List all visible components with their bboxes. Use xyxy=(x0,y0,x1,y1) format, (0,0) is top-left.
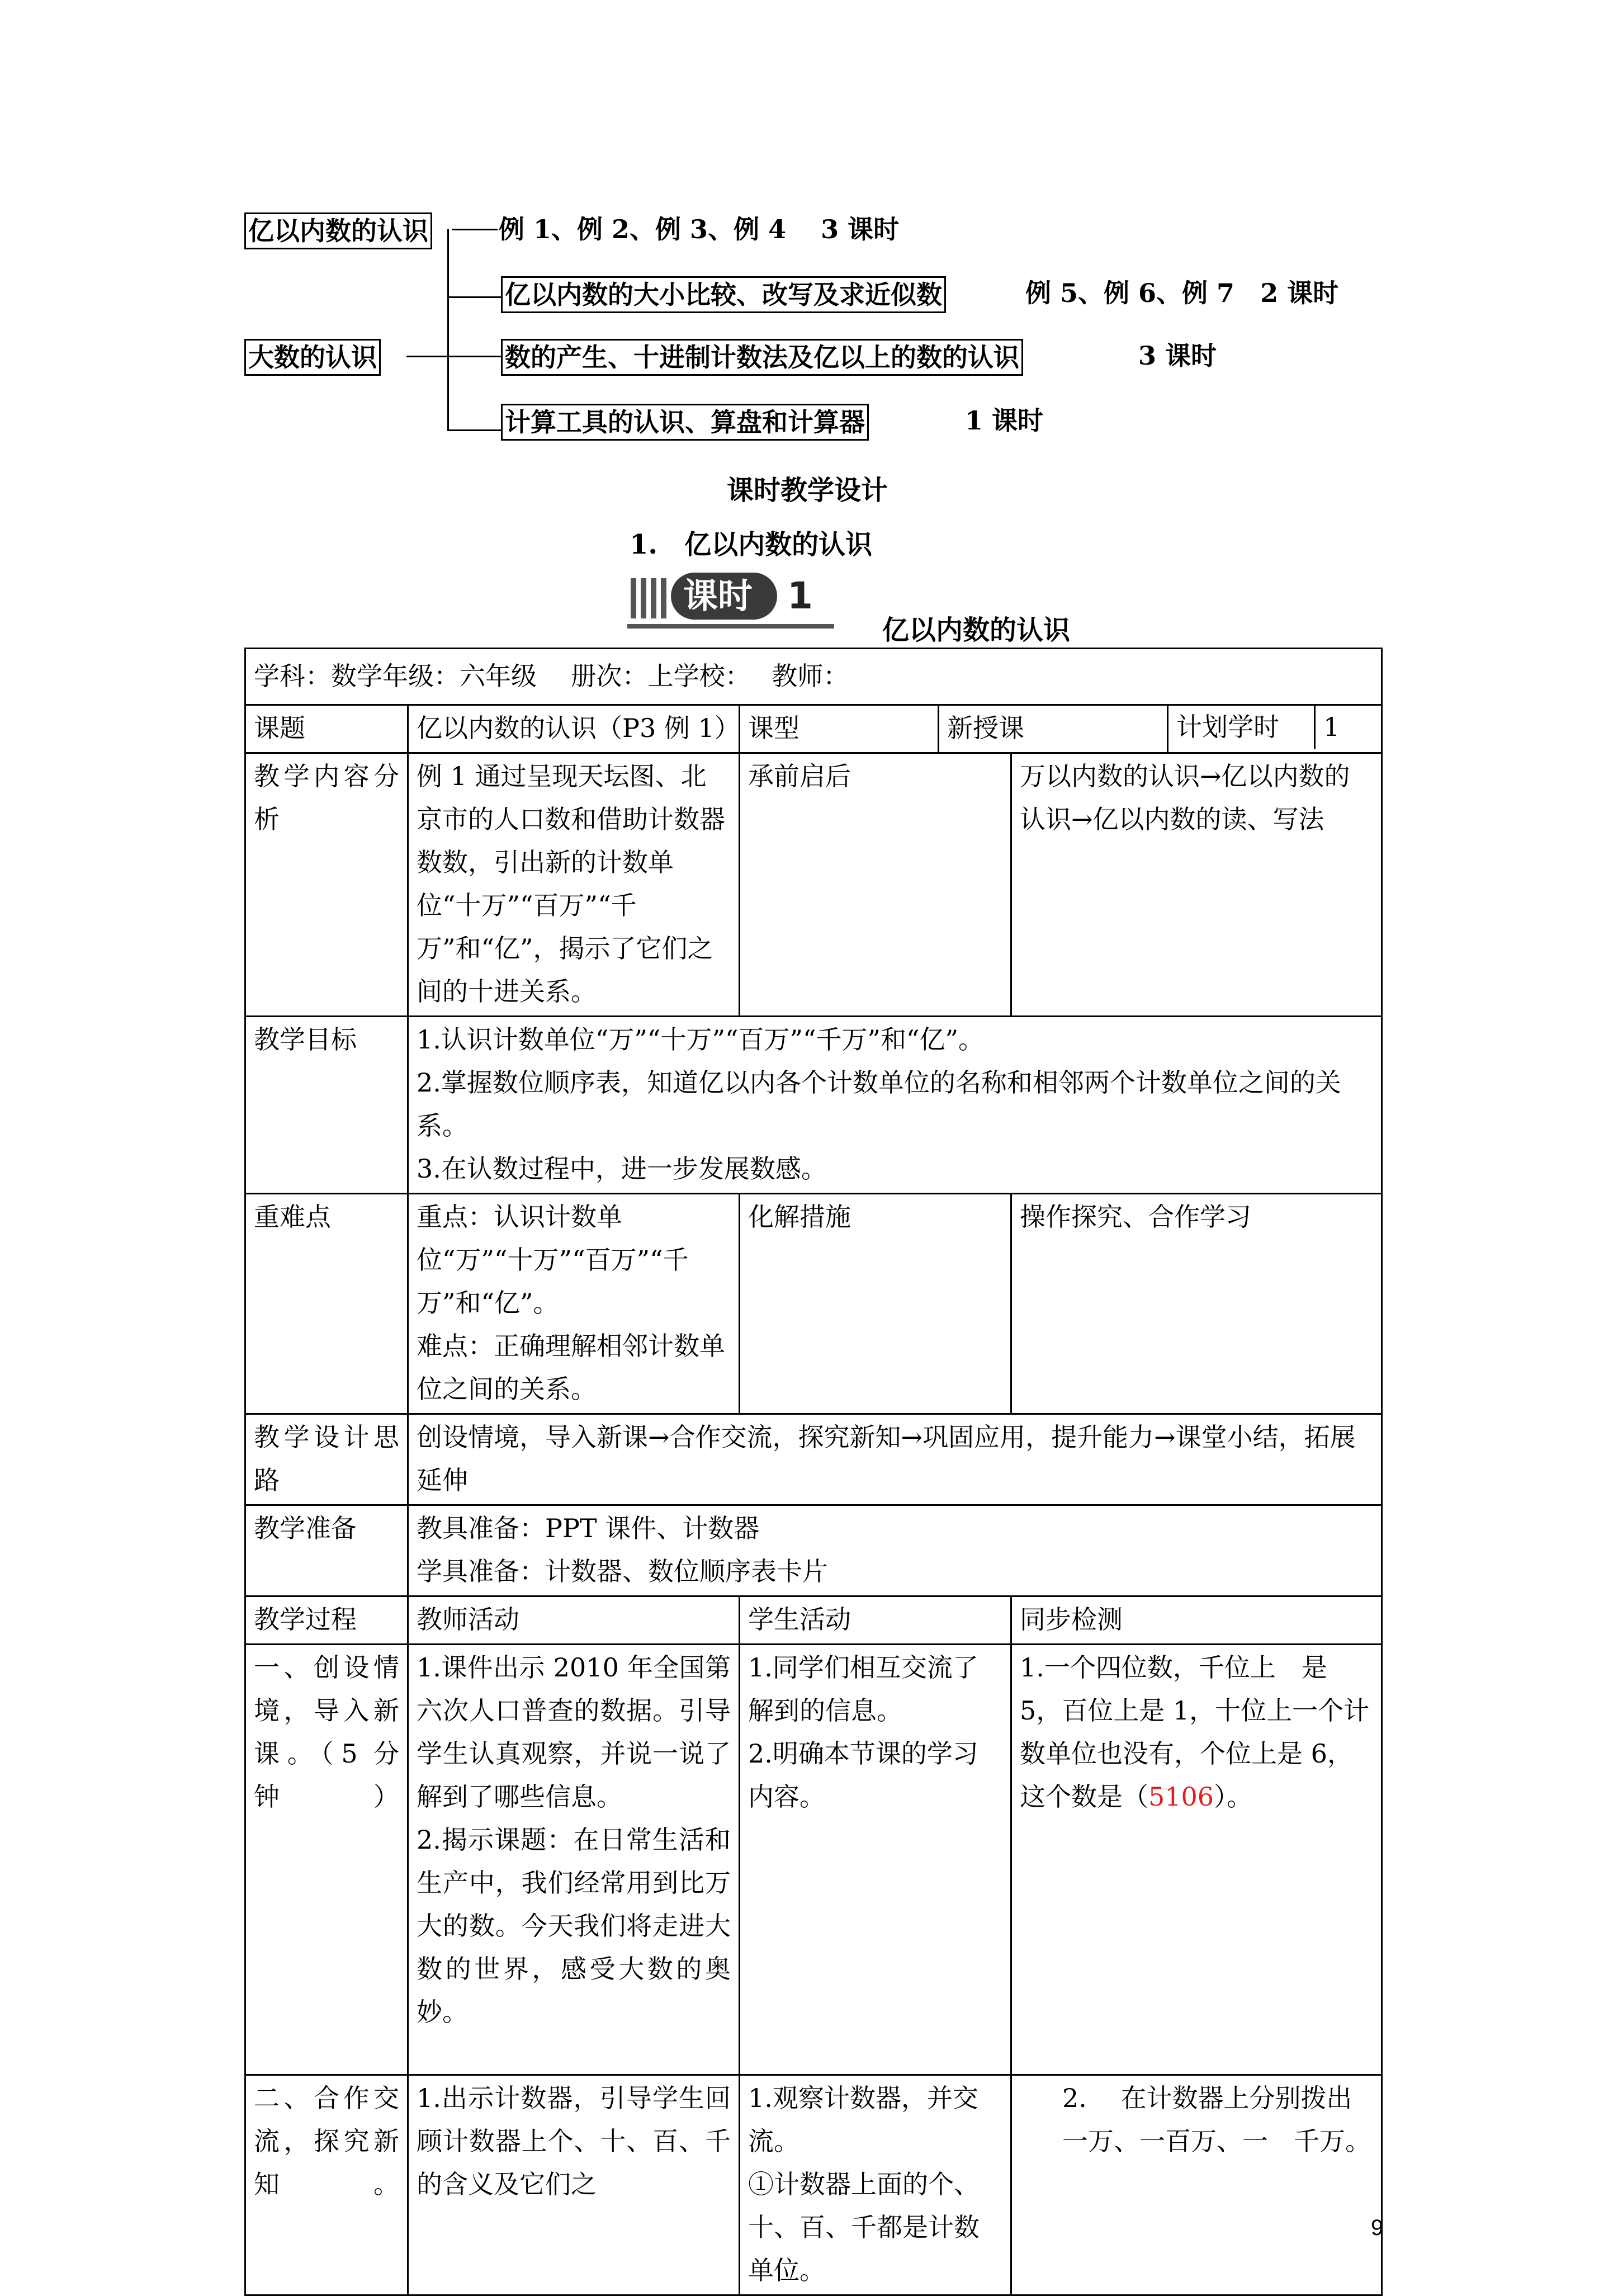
cell-student-head: 学生活动 xyxy=(740,1596,1011,1645)
lesson-badge xyxy=(627,566,834,629)
cell-design-text: 创设情境，导入新课→合作交流，探究新知→巩固应用，提升能力→课堂小结，拓展延伸 xyxy=(408,1414,1382,1505)
outline-connector xyxy=(447,229,449,431)
outline-connector xyxy=(452,229,498,230)
cell-content-text: 例 1 通过呈现天坛图、北京市的人口数和借助计数器数数，引出新的计数单位“十万”“百万”“千万”和“亿”，揭示了它们之间的十进关系。 xyxy=(408,753,740,1017)
prep-student: 学具准备：计数器、数位顺序表卡片 xyxy=(417,1556,828,1586)
page-number: 9 xyxy=(1371,2215,1384,2240)
cell-goals xyxy=(408,1017,1382,1194)
cell-goal-label: 教学目标 xyxy=(245,1017,408,1194)
cell-key-right: 操作探究、合作学习 xyxy=(1011,1194,1382,1414)
outline-lessons-4: 1 课时 xyxy=(965,405,1044,436)
cell-hours-value: 1 xyxy=(1323,712,1340,742)
outline-box-tools: 计算工具的认识、算盘和计算器 xyxy=(501,404,869,441)
cell-stage2-check: 2. 在计数器上分别拨出一万、一百万、一 千万。 xyxy=(1011,2075,1382,2295)
stage1-student-1: 1.同学们相互交流了解到的信息。 xyxy=(748,1652,978,1726)
cell-content-right: 万以内数的认识→亿以内数的认识→亿以内数的读、写法 xyxy=(1011,753,1382,1017)
cell-key-points xyxy=(408,1194,740,1414)
stage2-student-1: 1.观察计数器，并交流。 xyxy=(748,2083,978,2156)
outline-lessons-3: 3 课时 xyxy=(1138,341,1217,371)
cell-key-mid: 化解措施 xyxy=(740,1194,1011,1414)
cell-stage2-student xyxy=(740,2075,1011,2295)
key-point: 重点：认识计数单位“万”“十万”“百万”“千万”和“亿”。 xyxy=(417,1202,689,1318)
cell-stage1-check xyxy=(1011,1645,1382,2075)
cell-stage2-teacher: 1.出示计数器，引导学生回顾计数器上个、十、百、千的含义及它们之 xyxy=(408,2075,740,2295)
prep-teacher: 教具准备：PPT 课件、计数器 xyxy=(417,1513,760,1543)
stage1-check-answer: 5106 xyxy=(1148,1782,1214,1812)
cell-stage1-student xyxy=(740,1645,1011,2075)
cell-topic-label: 课题 xyxy=(245,705,408,753)
goal-1: 1.认识计数单位“万”“十万”“百万”“千万”和“亿”。 xyxy=(417,1024,985,1055)
stage1-teacher-1: 1.课件出示 2010 年全国第六次人口普查的数据。引导学生认真观察，并说一说了解到了哪些信息。 xyxy=(417,1652,731,1812)
outline-box-root: 大数的认识 xyxy=(244,339,381,376)
cell-prep xyxy=(408,1505,1382,1596)
cell-teacher-head: 教师活动 xyxy=(408,1596,740,1645)
outline-box-yinei: 亿以内数的认识 xyxy=(244,212,432,249)
cell-hours-label: 计划学时 xyxy=(1168,706,1316,749)
outline-connector xyxy=(447,296,501,298)
cell-type-label: 课型 xyxy=(740,705,939,753)
cell-hours xyxy=(1168,705,1382,753)
stage1-student-2: 2.明确本节课的学习内容。 xyxy=(748,1738,978,1812)
info-cell: 学科：数学年级：六年级 册次：上学校： 教师： xyxy=(245,649,1382,705)
outline-box-compare: 亿以内数的大小比较、改写及求近似数 xyxy=(501,276,946,313)
outline-lessons-2: 例 5、例 6、例 7 2 课时 xyxy=(1025,278,1339,308)
cell-prep-label: 教学准备 xyxy=(245,1505,408,1596)
cell-content-mid: 承前启后 xyxy=(740,753,1011,1017)
cell-design-label: 教学设计思路 xyxy=(245,1414,408,1505)
cell-key-label: 重难点 xyxy=(245,1194,408,1414)
outline-connector xyxy=(406,356,501,357)
goal-2: 2.掌握数位顺序表，知道亿以内各个计数单位的名称和相邻两个计数单位之间的关系。 xyxy=(417,1067,1341,1141)
stage1-check-text: 1.一个四位数，千位上 是 5，百位上是 1，十位上一个计数单位也没有，个位上是 6，这个数是（ xyxy=(1020,1652,1370,1812)
outline-connector xyxy=(447,429,501,431)
cell-stage1-label: 一、创设情境，导入新课。（5 分钟） xyxy=(245,1645,408,2075)
lesson-subtitle: 1. 亿以内数的认识 xyxy=(630,529,873,560)
stage2-student-2: ①计数器上面的个、十、百、千都是计数单位。 xyxy=(748,2169,980,2285)
badge-number: 1 xyxy=(787,574,813,617)
cell-content-label: 教学内容分析 xyxy=(245,753,408,1017)
outline-box-production: 数的产生、十进制计数法及亿以上的数的认识 xyxy=(501,339,1023,376)
goal-3: 3.在认数过程中，进一步发展数感。 xyxy=(417,1154,827,1184)
cell-topic: 亿以内数的认识（P3 例 1） xyxy=(408,705,740,753)
lesson-plan-table xyxy=(244,648,1383,2296)
stage1-check-end: ）。 xyxy=(1214,1782,1253,1812)
difficult-point: 难点：正确理解相邻计数单位之间的关系。 xyxy=(417,1331,725,1404)
cell-type: 新授课 xyxy=(939,705,1168,753)
badge-text: 课时 xyxy=(683,575,753,616)
cell-check-head: 同步检测 xyxy=(1011,1596,1382,1645)
cell-proc-head: 教学过程 xyxy=(245,1596,408,1645)
outline-lessons-1: 例 1、例 2、例 3、例 4 3 课时 xyxy=(499,214,900,244)
lesson-title: 亿以内数的认识 xyxy=(882,615,1071,646)
cell-stage2-label: 二、合作交流，探究新知。 xyxy=(245,2075,408,2295)
cell-stage1-teacher xyxy=(408,1645,740,2075)
section-title: 课时教学设计 xyxy=(727,475,888,506)
stage1-teacher-2: 2.揭示课题：在日常生活和生产中，我们经常用到比万大的数。今天我们将走进大数的世界，感受大数的奥妙。 xyxy=(417,1825,731,2027)
